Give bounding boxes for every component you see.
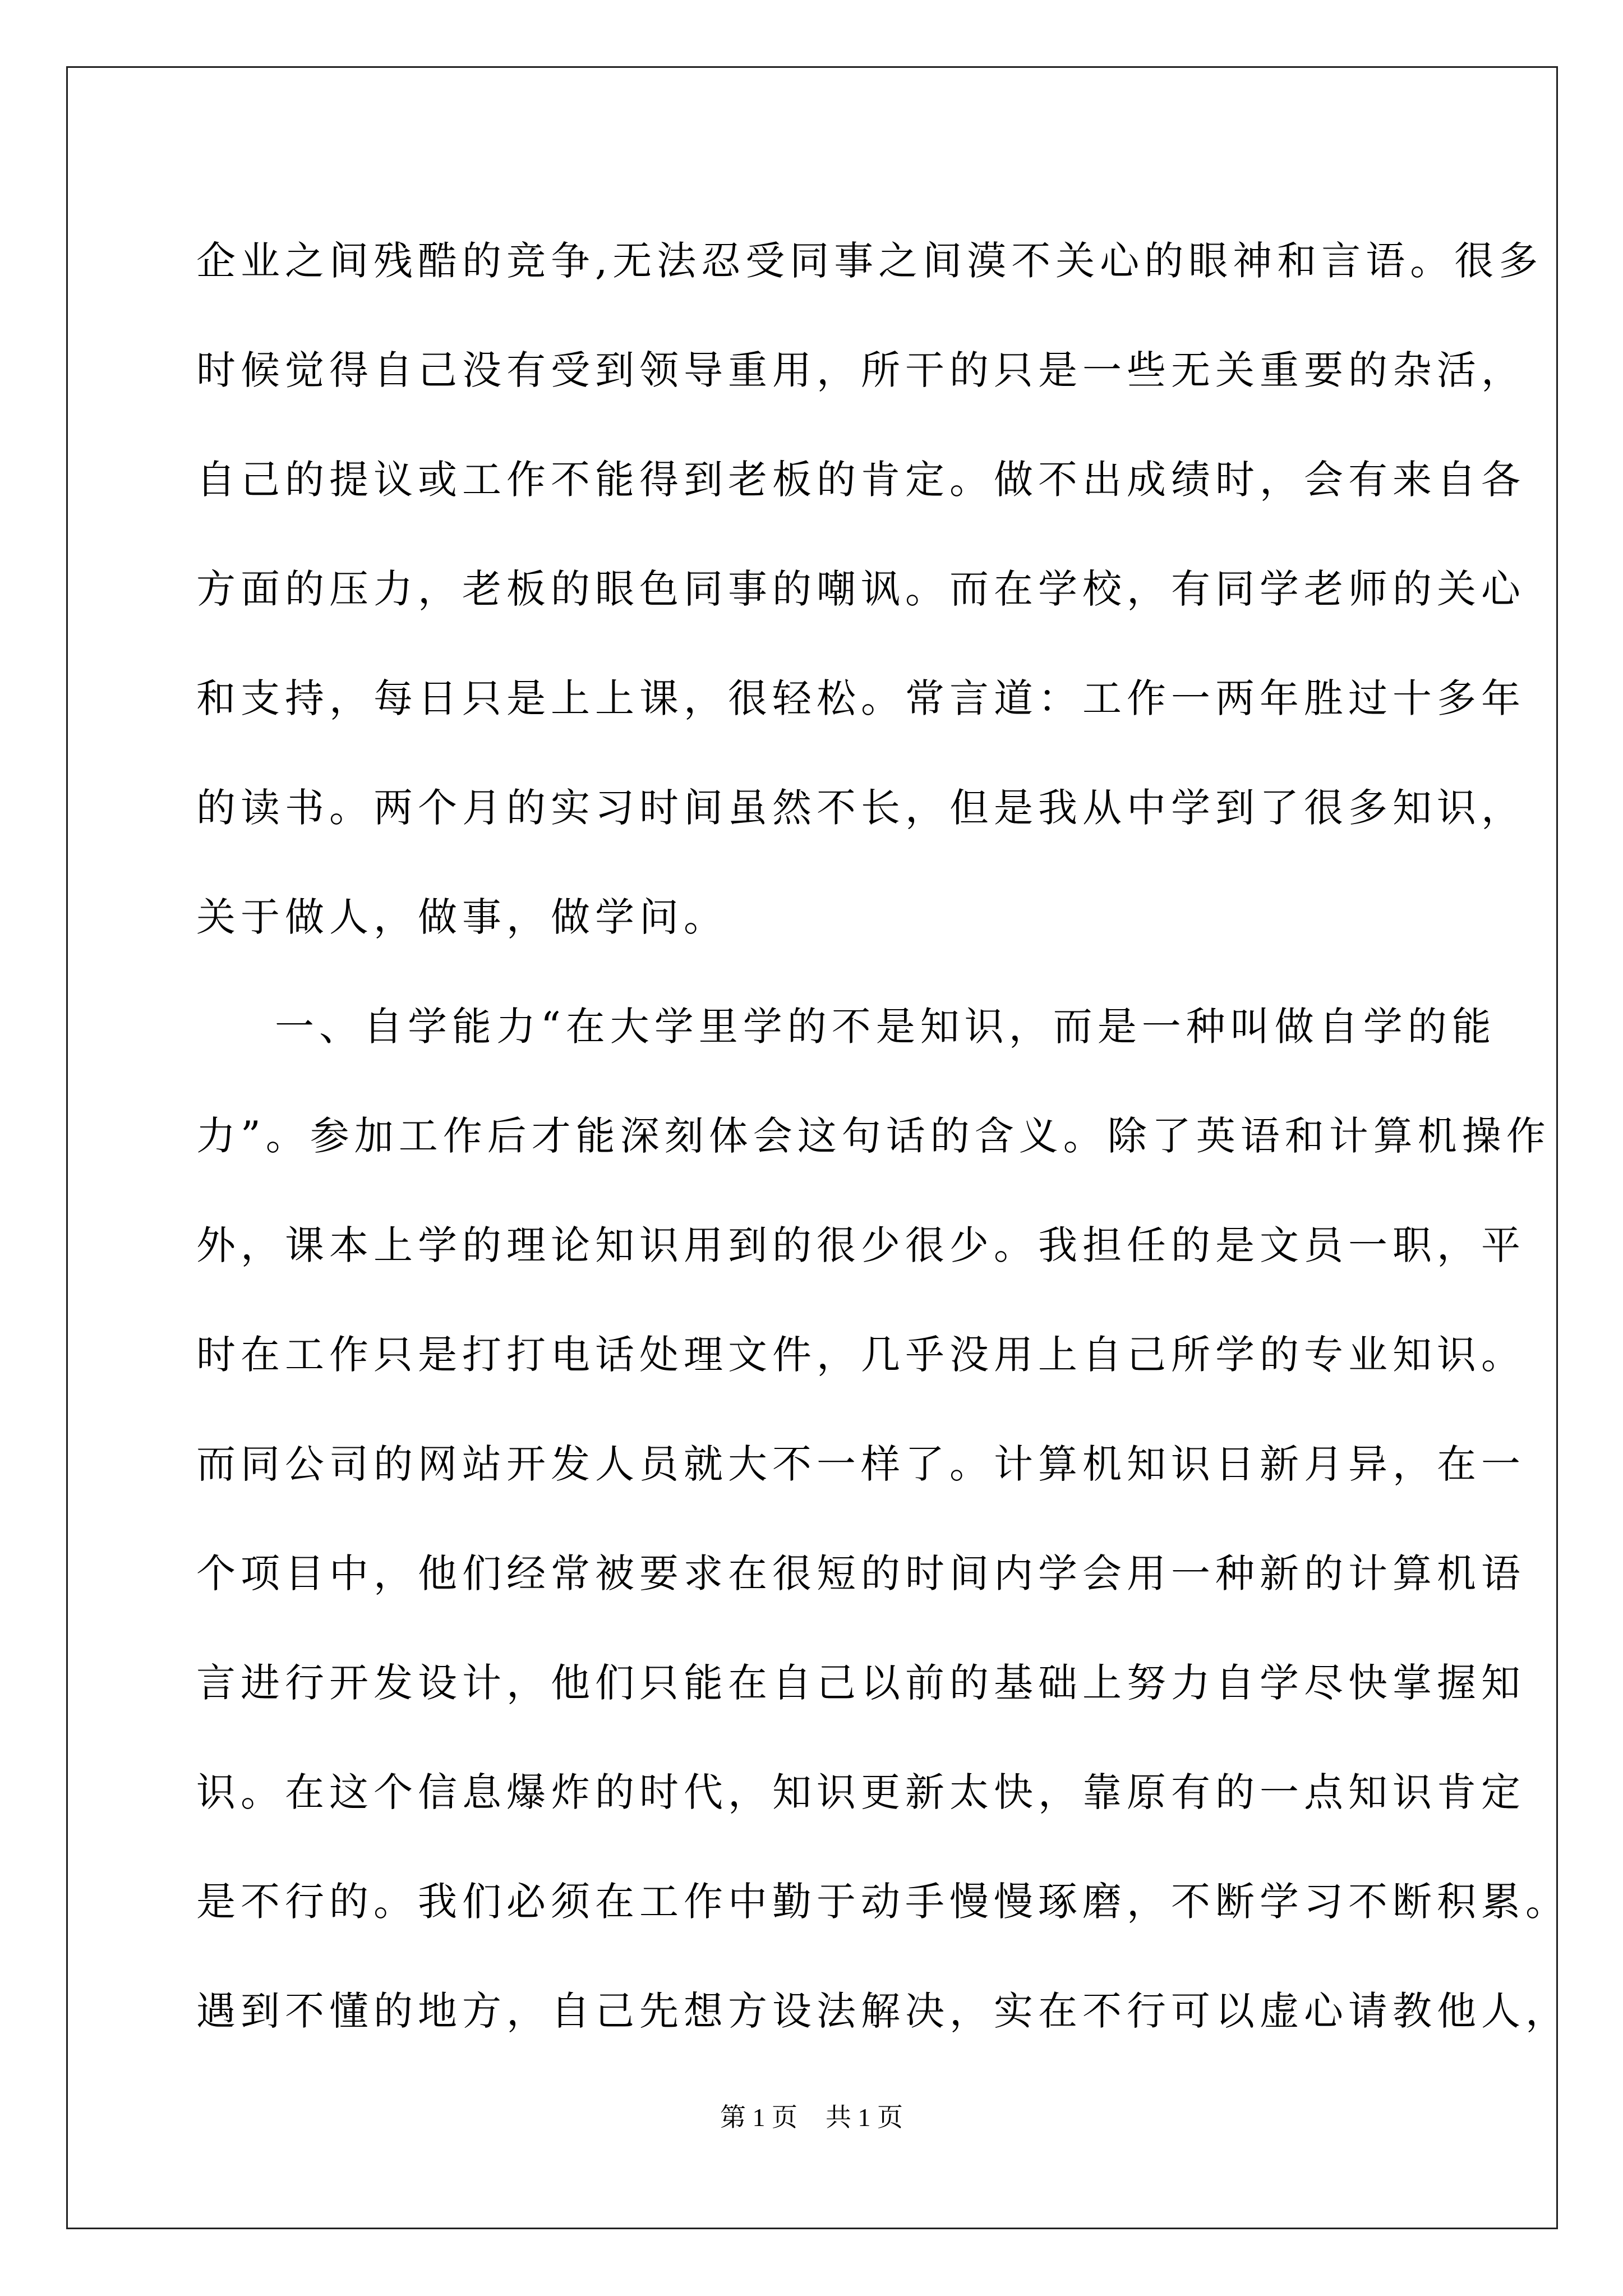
text-line: 而同公司的网站开发人员就大不一样了。计算机知识日新月异，在一: [196, 1441, 1525, 1487]
text-line: 时候觉得自己没有受到领导重用，所干的只是一些无关重要的杂活，: [196, 347, 1525, 393]
text-line: 言进行开发设计，他们只能在自己以前的基础上努力自学尽快掌握知: [196, 1660, 1525, 1706]
text-line: 遇到不懂的地方，自己先想方设法解决，实在不行可以虚心请教他人，: [196, 1988, 1570, 2034]
text-line: 外，课本上学的理论知识用到的很少很少。我担任的是文员一职，平: [196, 1222, 1525, 1268]
text-line: 识。在这个信息爆炸的时代，知识更新太快，靠原有的一点知识肯定: [196, 1769, 1525, 1815]
paragraph-start-line: 一、自学能力“在大学里学的不是知识，而是一种叫做自学的能: [275, 1004, 1496, 1050]
text-line: 关于做人，做事，做学问。: [196, 894, 728, 940]
text-line: 的读书。两个月的实习时间虽然不长，但是我从中学到了很多知识，: [196, 785, 1525, 831]
page-footer: [0, 2101, 1623, 2134]
document-body: [196, 206, 1570, 2066]
text-line: 是不行的。我们必须在工作中勤于动手慢慢琢磨，不断学习不断积累。: [196, 1879, 1570, 1925]
text-line: 企业之间残酷的竞争,无法忍受同事之间漠不关心的眼神和言语。很多: [196, 238, 1543, 284]
text-line: 力”。参加工作后才能深刻体会这句话的含义。除了英语和计算机操作: [196, 1113, 1551, 1159]
text-line: 自己的提议或工作不能得到老板的肯定。做不出成绩时，会有来自各: [196, 457, 1525, 503]
text-line: 和支持，每日只是上上课，很轻松。常言道：工作一两年胜过十多年: [196, 675, 1525, 721]
text-line: 方面的压力，老板的眼色同事的嘲讽。而在学校，有同学老师的关心: [196, 566, 1525, 612]
total-pages: 共 1 页: [826, 2103, 903, 2132]
page-number: 第 1 页: [720, 2103, 797, 2132]
text-line: 时在工作只是打打电话处理文件，几乎没用上自己所学的专业知识。: [196, 1332, 1525, 1378]
text-line: 个项目中，他们经常被要求在很短的时间内学会用一种新的计算机语: [196, 1550, 1525, 1596]
